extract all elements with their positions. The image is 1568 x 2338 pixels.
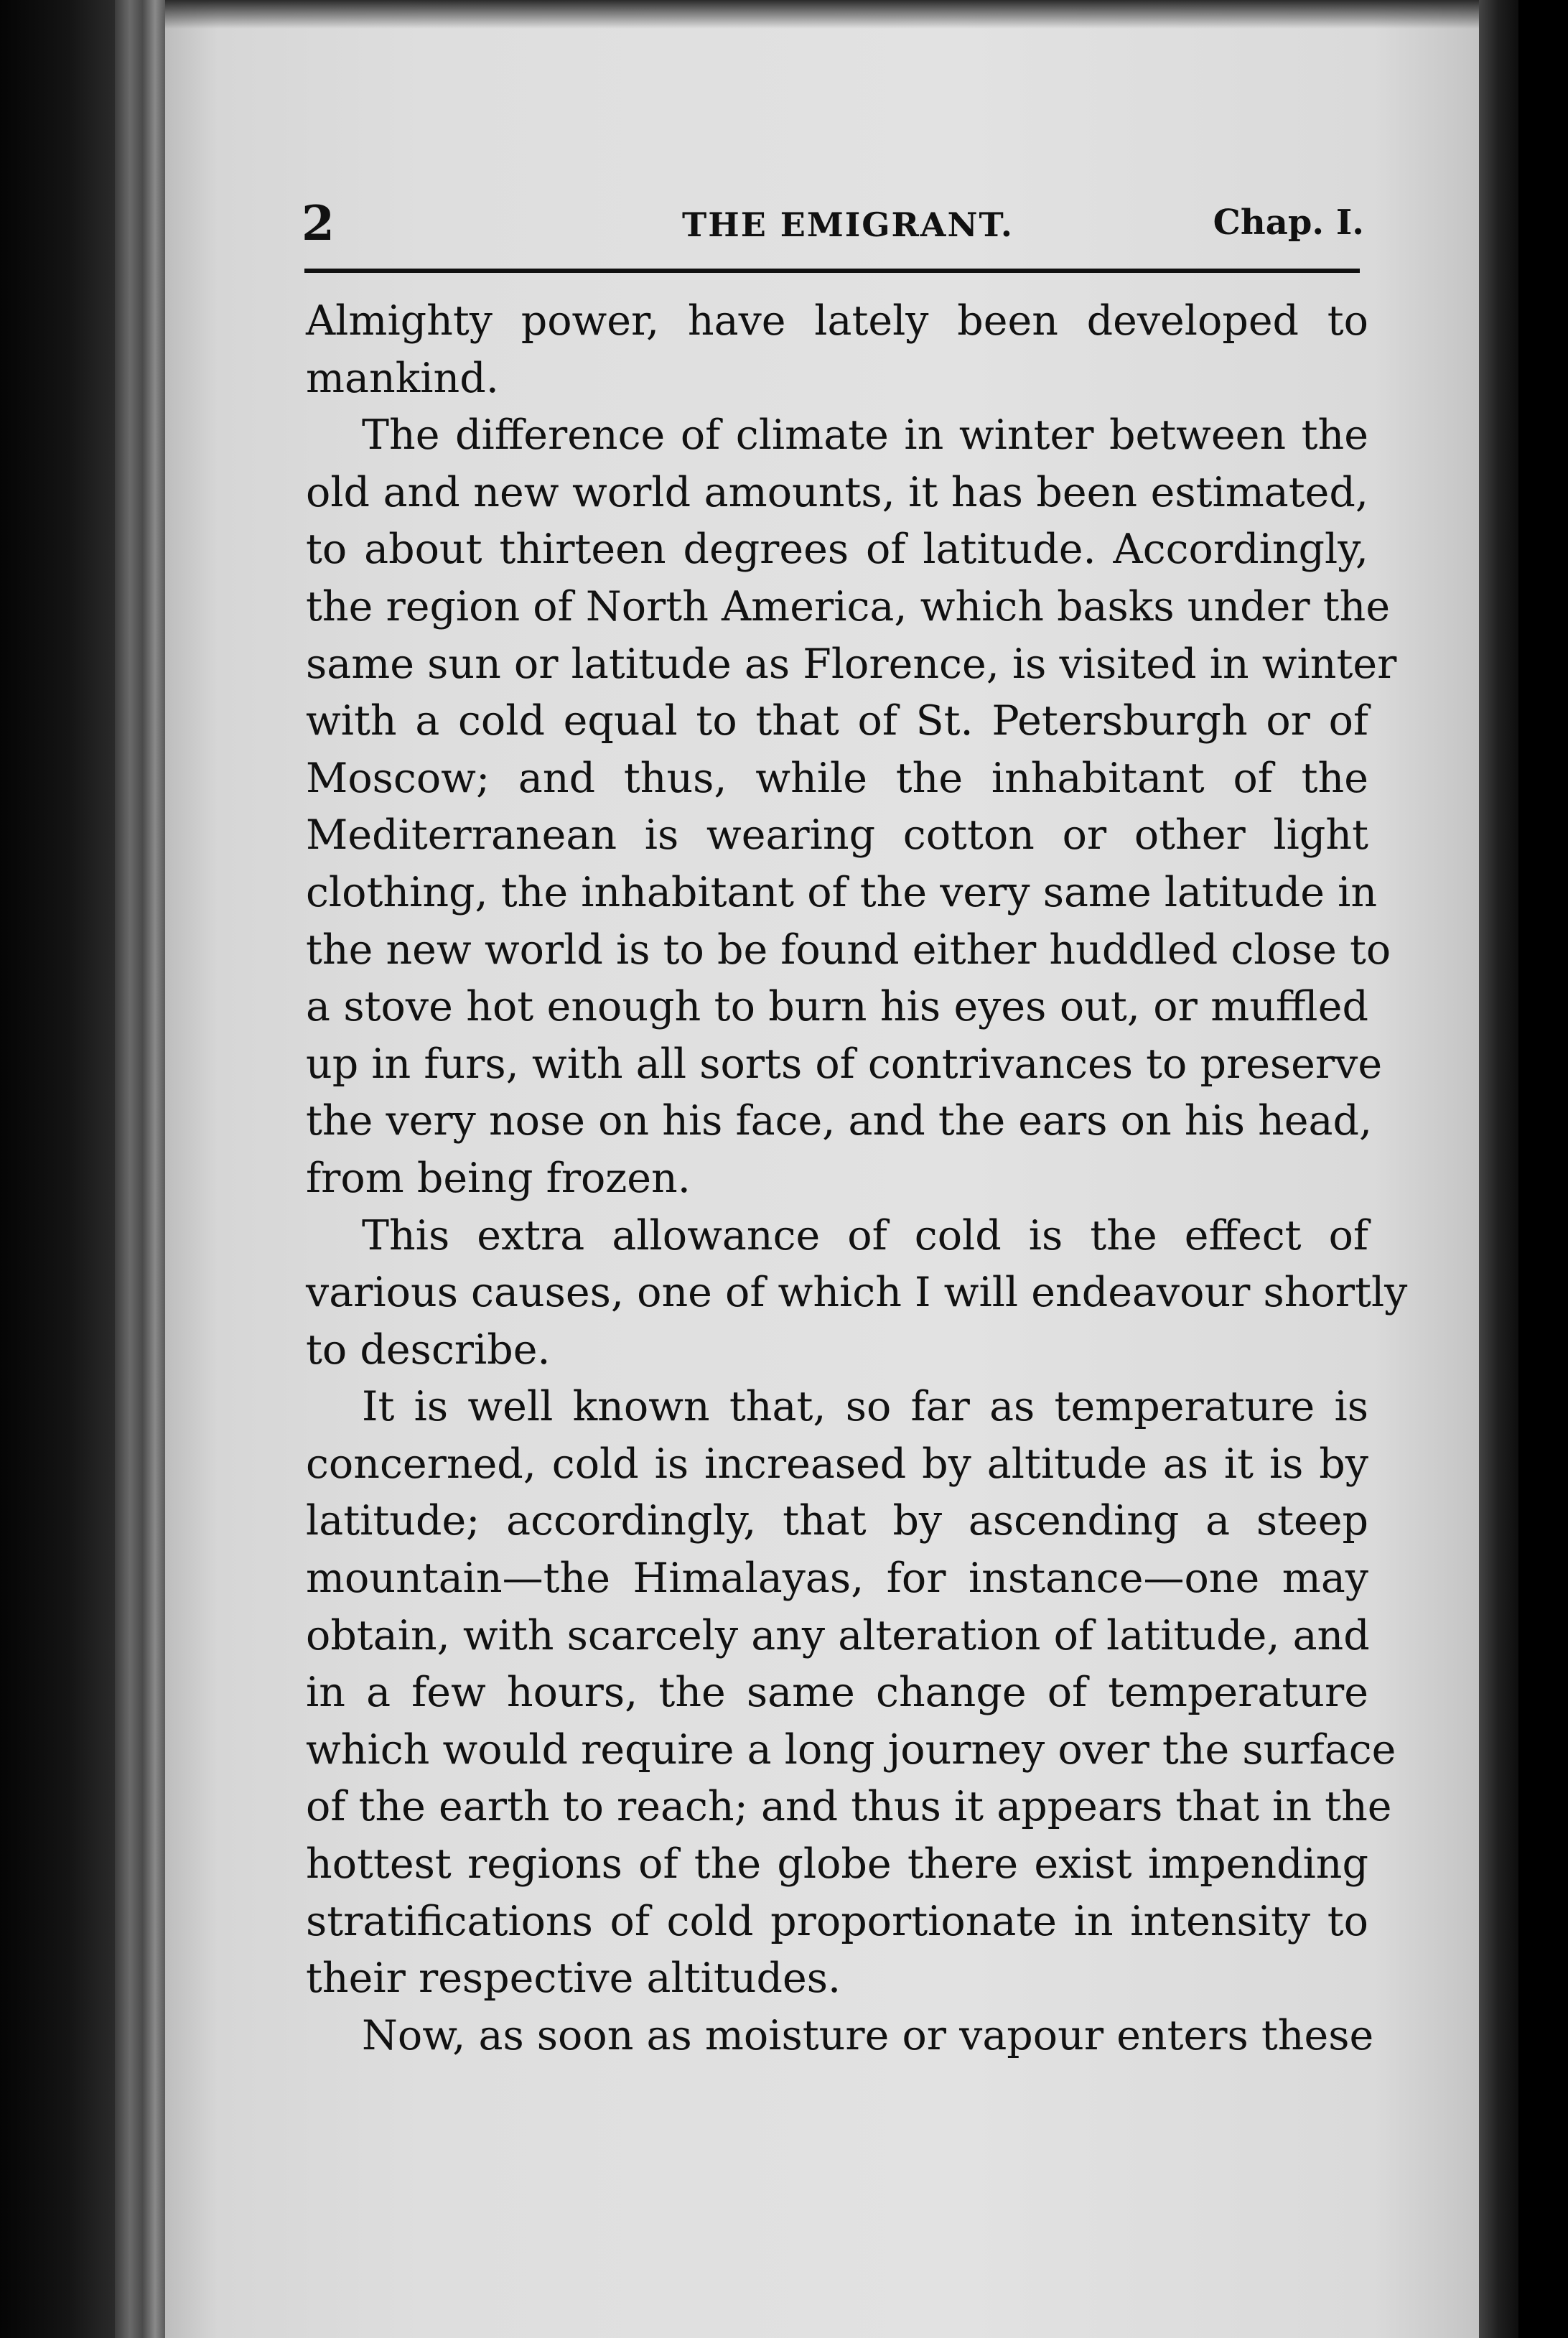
text-line: concerned, cold is increased by altitude as it is by [306, 1440, 1368, 1488]
book-spine-edge [115, 0, 165, 2338]
text-line: Mediterranean is wearing cotton or other light [306, 811, 1368, 860]
text-line: with a cold equal to that of St. Petersburgh or of [306, 697, 1368, 745]
text-line: mankind. [306, 354, 499, 402]
text-line: of the earth to reach; and thus it appears that in the [306, 1783, 1392, 1831]
text-line: obtain, with scarcely any alteration of latitude, and [306, 1611, 1370, 1659]
scan-left-margin [0, 0, 115, 2338]
text-line: old and new world amounts, it has been estimated, [306, 468, 1368, 516]
text-line: Now, as soon as moisture or vapour enters these [362, 2011, 1374, 2059]
text-line: mountain—the Himalayas, for instance—one may [306, 1555, 1368, 1603]
page-gutter-shadow [1479, 0, 1518, 2338]
text-line: This extra allowance of cold is the effect of [362, 1211, 1368, 1259]
text-line: stratifications of cold proportionate in intensity to [306, 1897, 1368, 1945]
body-text [306, 293, 1408, 2064]
text-line: to describe. [306, 1326, 551, 1374]
text-line: latitude; accordingly, that by ascending a steep [306, 1497, 1368, 1545]
text-line: to about thirteen degrees of latitude. Accordingly, [306, 526, 1368, 574]
text-line: which would require a long journey over the surface [306, 1725, 1396, 1774]
text-line: the very nose on his face, and the ears on his head, [306, 1097, 1373, 1145]
text-line: from being frozen. [306, 1154, 691, 1202]
text-line: hottest regions of the globe there exist impending [306, 1840, 1368, 1888]
text-line: same sun or latitude as Florence, is visited in winter [306, 640, 1397, 688]
running-head [302, 195, 1364, 260]
text-line: The difference of climate in winter between the [362, 411, 1368, 460]
text-line: Moscow; and thus, while the inhabitant of the [306, 754, 1368, 802]
text-line: the new world is to be found either huddled close to [306, 926, 1391, 974]
text-line: the region of North America, which basks under the [306, 582, 1391, 630]
text-line: It is well known that, so far as temperature is [362, 1383, 1368, 1431]
text-line: clothing, the inhabitant of the very same latitude in [306, 868, 1378, 916]
text-line: Almighty power, have lately been developed to [306, 297, 1368, 345]
page-number: 2 [302, 195, 335, 251]
text-line: their respective altitudes. [306, 1955, 841, 2003]
page-top-shadow [165, 0, 1479, 29]
scan-right-margin [1518, 0, 1568, 2338]
running-title: THE EMIGRANT. [682, 205, 1014, 244]
text-line: up in furs, with all sorts of contrivances to preserve [306, 1040, 1383, 1088]
header-rule [304, 269, 1360, 273]
chapter-label: Chap. I. [1213, 202, 1364, 243]
text-line: various causes, one of which I will endeavour shortly [306, 1269, 1408, 1317]
text-line: a stove hot enough to burn his eyes out, or muffled [306, 983, 1368, 1031]
text-line: in a few hours, the same change of temperature [306, 1669, 1368, 1717]
